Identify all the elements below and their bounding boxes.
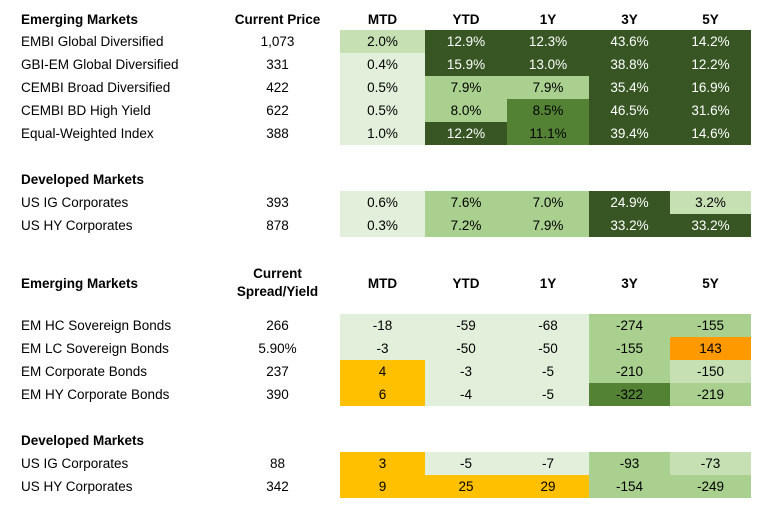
cell-5y: 31.6% [670,99,751,122]
cell-ytd: 7.2% [425,214,507,237]
cell-3y: 33.2% [589,214,670,237]
current-spread-cell: 266 [266,318,289,333]
current-price-cell: 878 [266,218,289,233]
row-label: CEMBI BD High Yield [21,103,151,118]
header-line-spread-yield: Spread/Yield [236,284,319,299]
current-price-cell: 331 [266,57,289,72]
table-row [21,214,773,237]
cell-5y: -219 [670,383,751,406]
current-spread-cell: 390 [266,387,289,402]
cell-5y: 14.6% [670,122,751,145]
table-row [21,452,773,475]
cell-mtd: -3 [340,337,425,360]
section-header-emerging-markets: Emerging Markets [21,275,139,291]
cell-5y: 12.2% [670,53,751,76]
cell-5y: 16.9% [670,76,751,99]
table-row [21,475,773,498]
cell-3y: -93 [589,452,670,475]
header-line-current: Current [253,265,302,281]
cell-ytd: -3 [425,360,507,383]
section-header-emerging-markets: Emerging Markets [21,11,139,27]
cell-mtd: 0.5% [340,99,425,122]
cell-5y: 3.2% [670,191,751,214]
table-row [21,76,773,99]
column-header-current-price: Current Price [234,11,321,27]
column-header-5y: 5Y [702,275,719,291]
current-price-cell: 393 [266,195,289,210]
cell-mtd: 1.0% [340,122,425,145]
cell-ytd: 8.0% [425,99,507,122]
cell-1y: 7.9% [507,214,589,237]
row-label: GBI-EM Global Diversified [21,57,179,72]
cell-3y: 43.6% [589,30,670,53]
cell-5y: -249 [670,475,751,498]
table-row [21,99,773,122]
table-row [21,30,773,53]
current-spread-cell: 88 [269,456,286,471]
table-row [21,53,773,76]
row-label: EMBI Global Diversified [21,34,164,49]
cell-1y: 11.1% [507,122,589,145]
section-gap [21,406,773,429]
cell-1y: -68 [507,314,589,337]
header-gap [21,306,773,314]
row-label: US IG Corporates [21,456,129,471]
cell-mtd: 0.4% [340,53,425,76]
cell-mtd: 3 [340,452,425,475]
cell-5y: 14.2% [670,30,751,53]
column-header-ytd: YTD [452,275,480,291]
row-label: EM Corporate Bonds [21,364,148,379]
cell-1y: 7.9% [507,76,589,99]
table-row [21,337,773,360]
cell-3y: 46.5% [589,99,670,122]
current-price-cell: 422 [266,80,289,95]
cell-1y: 29 [507,475,589,498]
cell-3y: 39.4% [589,122,670,145]
row-label: EM LC Sovereign Bonds [21,341,169,356]
current-price-cell: 388 [266,126,289,141]
current-spread-cell: 342 [266,479,289,494]
cell-5y: -155 [670,314,751,337]
column-header-3y: 3Y [621,11,638,27]
cell-3y: 24.9% [589,191,670,214]
cell-mtd: 0.3% [340,214,425,237]
cell-1y: 12.3% [507,30,589,53]
row-label: US IG Corporates [21,195,129,210]
row-label: US HY Corporates [21,218,133,233]
cell-ytd: -5 [425,452,507,475]
cell-mtd: 9 [340,475,425,498]
row-label: US HY Corporates [21,479,133,494]
cell-ytd: -50 [425,337,507,360]
cell-mtd: 4 [340,360,425,383]
cell-3y: -322 [589,383,670,406]
section-gap [21,145,773,168]
cell-mtd: 0.6% [340,191,425,214]
section-header-developed-markets: Developed Markets [21,172,145,187]
performance-header-row [21,8,773,30]
cell-1y: 13.0% [507,53,589,76]
cell-5y: 143 [670,337,751,360]
cell-ytd: 7.6% [425,191,507,214]
column-header-mtd: MTD [367,11,398,27]
cell-ytd: -59 [425,314,507,337]
column-header-ytd: YTD [452,11,480,27]
cell-3y: -274 [589,314,670,337]
table-row [21,314,773,337]
cell-ytd: 12.2% [425,122,507,145]
cell-5y: -150 [670,360,751,383]
cell-1y: 8.5% [507,99,589,122]
current-price-cell: 622 [266,103,289,118]
cell-5y: -73 [670,452,751,475]
row-label: EM HC Sovereign Bonds [21,318,172,333]
table-row [21,360,773,383]
cell-1y: -5 [507,383,589,406]
table-row [21,122,773,145]
cell-1y: -5 [507,360,589,383]
cell-mtd: 2.0% [340,30,425,53]
row-label: EM HY Corporate Bonds [21,387,170,402]
column-header-5y: 5Y [702,11,719,27]
section-header-developed-markets: Developed Markets [21,433,145,448]
cell-1y: -50 [507,337,589,360]
cell-ytd: 25 [425,475,507,498]
section-title-row [21,168,773,191]
cell-3y: -154 [589,475,670,498]
column-header-3y: 3Y [621,275,638,291]
column-header-current-spread-yield [215,260,340,306]
cell-mtd: -18 [340,314,425,337]
column-header-1y: 1Y [539,275,557,291]
table-row [21,191,773,214]
cell-mtd: 6 [340,383,425,406]
cell-ytd: -4 [425,383,507,406]
cell-1y: -7 [507,452,589,475]
cell-3y: -210 [589,360,670,383]
row-label: CEMBI Broad Diversified [21,80,171,95]
spread-header-row [21,260,773,306]
cell-3y: -155 [589,337,670,360]
cell-ytd: 12.9% [425,30,507,53]
cell-1y: 7.0% [507,191,589,214]
cell-5y: 33.2% [670,214,751,237]
current-spread-cell: 237 [266,364,289,379]
cell-ytd: 7.9% [425,76,507,99]
cell-3y: 35.4% [589,76,670,99]
table-row [21,383,773,406]
current-spread-cell: 5.90% [258,341,297,356]
current-price-cell: 1,073 [260,34,295,49]
section-title-row [21,429,773,452]
cell-mtd: 0.5% [340,76,425,99]
cell-3y: 38.8% [589,53,670,76]
row-label: Equal-Weighted Index [21,126,154,141]
column-header-mtd: MTD [367,275,398,291]
section-gap [21,237,773,260]
cell-ytd: 15.9% [425,53,507,76]
column-header-1y: 1Y [539,11,557,27]
